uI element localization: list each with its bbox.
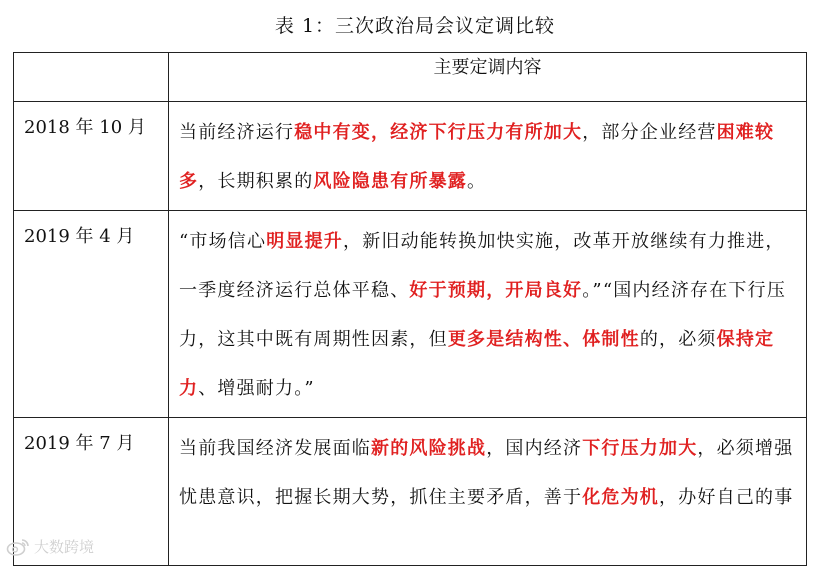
content-cell xyxy=(169,418,807,566)
table-header-row xyxy=(14,53,807,102)
highlighted-text: 下行压力加大 xyxy=(582,438,698,459)
watermark-text: 大数跨境 xyxy=(34,538,95,556)
body-text: ，新旧动能转换加快实施，改革开放继续有力推进，一季度经济运行总体平稳、 xyxy=(179,231,785,301)
body-text: 的，必须 xyxy=(639,329,717,350)
highlighted-text: 困难较多 xyxy=(179,122,775,192)
date-cell: 2019 年 4 月 xyxy=(14,211,169,418)
highlighted-text: 化危为机 xyxy=(582,487,660,508)
body-text: ，部分企业经营 xyxy=(582,122,717,143)
highlighted-text: 好于预期，开局良好 xyxy=(409,280,583,301)
content-cell xyxy=(169,211,807,418)
body-text: ，国内经济 xyxy=(486,438,583,459)
body-text: “市场信心 xyxy=(179,231,267,252)
watermark xyxy=(6,536,94,557)
body-text: 。”“国内经济存在下行压力，这其中既有周期性因素，但 xyxy=(179,280,787,350)
highlighted-text: 新的风险挑战 xyxy=(371,438,487,459)
date-cell: 2019 年 7 月 xyxy=(14,418,169,566)
body-text: 当前我国经济发展面临 xyxy=(179,438,371,459)
content-cell xyxy=(169,102,807,211)
body-text: 、增强耐力。” xyxy=(198,378,315,399)
body-text: 当前经济运行 xyxy=(179,122,295,143)
body-text: ，办好自己的事 xyxy=(659,487,794,508)
header-cell-content: 主要定调内容 xyxy=(169,53,807,102)
highlighted-text: 更多是结构性、体制性 xyxy=(447,329,640,350)
highlighted-text: 保持定力 xyxy=(179,329,775,399)
highlighted-text: 风险隐患有所暴露 xyxy=(313,171,468,192)
body-text: ，长期积累的 xyxy=(198,171,314,192)
weibo-logo-icon xyxy=(6,538,30,556)
body-text: 。 xyxy=(467,171,487,192)
date-cell: 2018 年 10 月 xyxy=(14,102,169,211)
table-row xyxy=(14,102,807,211)
table-row xyxy=(14,211,807,418)
header-cell-date xyxy=(14,53,169,102)
body-text: ，必须增强忧患意识，把握长期大势，抓住主要矛盾，善于 xyxy=(179,438,794,508)
table-title: 表 1：三次政治局会议定调比较 xyxy=(274,15,556,37)
comparison-table xyxy=(13,52,807,566)
highlighted-text: 明显提升 xyxy=(266,231,344,252)
table-row xyxy=(14,418,807,566)
highlighted-text: 稳中有变，经济下行压力有所加大 xyxy=(294,122,583,143)
